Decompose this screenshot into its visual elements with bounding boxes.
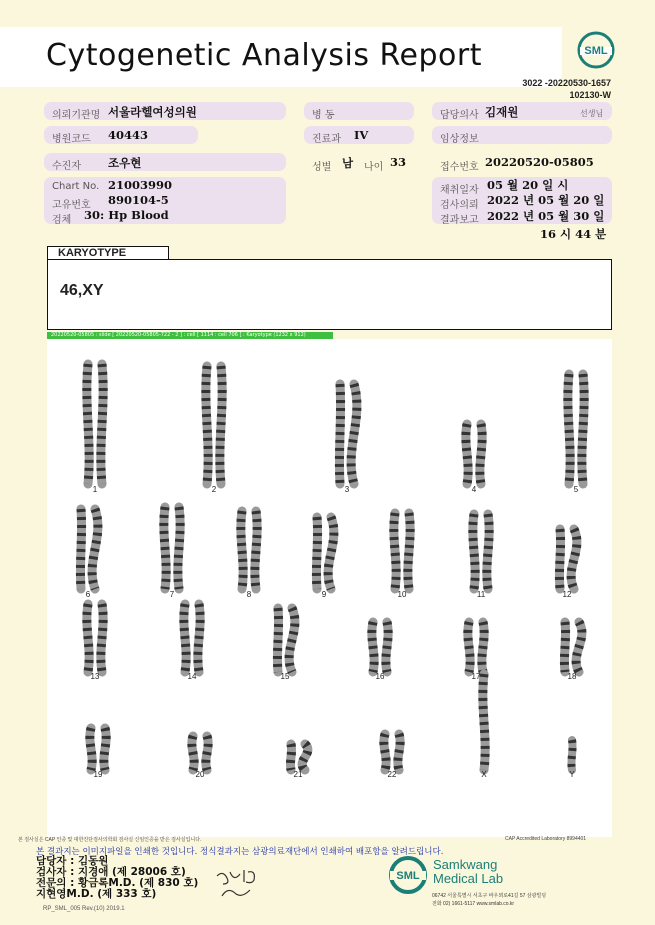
form-code: RP_SML_005 Rev.(10) 2019.1 (43, 906, 125, 912)
chromosome-label-Y: Y (569, 770, 575, 779)
chromosome-label-X: X (481, 770, 487, 779)
cap-note: CAP Accredited Laboratory 8994401 (505, 836, 587, 842)
signature-icon (214, 866, 264, 902)
institution-value: 서울라헬여성의원 (108, 105, 197, 119)
ward-label: 병 동 (312, 110, 335, 121)
chromosome-5 (568, 374, 584, 484)
dept-value: IV (354, 128, 369, 142)
chromosome-label-21: 21 (293, 770, 303, 779)
sml-logo-icon (577, 31, 615, 69)
chromosome-label-6: 6 (85, 590, 91, 599)
specimen-value: 30: Hp Blood (84, 208, 169, 222)
collected-label: 채취일자 (440, 185, 479, 196)
chromosome-8 (241, 511, 257, 589)
chromosome-14 (184, 604, 200, 672)
karyotype-tab: KARYOTYPE (47, 246, 169, 260)
chromosome-4 (466, 424, 482, 484)
chromosome-label-16: 16 (375, 672, 385, 681)
chromosome-label-20: 20 (195, 770, 205, 779)
chromosome-13 (87, 604, 103, 672)
chromosome-X (483, 674, 485, 770)
svg-text:SML: SML (584, 45, 608, 57)
doctor-suffix: 선생님 (580, 109, 604, 118)
chromosome-20 (192, 736, 208, 770)
chromosome-label-11: 11 (476, 590, 486, 599)
chromosome-17 (468, 622, 484, 672)
clinical-info-label: 임상정보 (440, 134, 479, 145)
chromosome-label-17: 17 (471, 672, 481, 681)
chromosome-label-14: 14 (187, 672, 197, 681)
chromosome-label-5: 5 (573, 485, 579, 494)
chromosome-19 (90, 728, 106, 770)
chart-label: Chart No. (52, 181, 100, 192)
certification-note: 본 검사실은 CAP 인증 및 대한진단검사의학회 검사실 신임인증을 받은 검사실입니다. (18, 837, 202, 843)
age-label: 나이 (364, 162, 384, 173)
staff-specialist-2: 지현영M.D. (제 333 호) (36, 888, 157, 900)
collected-value: 05 월 20 일 시 (487, 178, 569, 192)
reception-value: 20220520-05805 (485, 155, 594, 169)
dept-label: 진료과 (312, 134, 341, 145)
address: 06742 서울특별시 서초구 바우뫼로41길 57 삼광빌딩 전화 02) 1661-5117 www.smlab.co.kr (432, 893, 547, 907)
staff-tester: 검사자 : 지경애 (제 28006 호) (36, 866, 186, 878)
chromosome-10 (394, 513, 410, 589)
doctor-label: 담당의사 (440, 110, 479, 121)
chromosome-16 (372, 622, 388, 672)
chromosome-18 (564, 622, 581, 672)
chromosome-3 (339, 384, 356, 484)
karyotype-box (47, 259, 612, 330)
svg-text:SML: SML (396, 870, 420, 882)
recipient-label: 수진자 (52, 161, 81, 172)
chromosome-label-3: 3 (344, 485, 350, 494)
reception-label: 접수번호 (440, 162, 479, 173)
institution-label: 의뢰기관명 (52, 110, 101, 121)
image-info-strip: 20220520-05805 : slide [ 20220520-05805-722 - 2 ] : cell [ 1114 : cell 706 ] : Karyotype (1232 x 912) (47, 332, 333, 339)
age-value: 33 (390, 155, 407, 169)
karyogram-image (47, 339, 612, 837)
chromosome-label-7: 7 (169, 590, 175, 599)
chromosome-15 (277, 608, 294, 672)
gender-label: 성별 (312, 162, 332, 173)
chromosome-1 (87, 364, 103, 484)
notice-text: 본 결과지는 이미지파일을 인쇄한 것입니다. 정식결과지는 삼광의료재단에서 인쇄하여 배포함을 알려드립니다. (36, 847, 444, 857)
doctor-value: 김재원 (485, 105, 519, 119)
reported-label: 결과보고 (440, 215, 479, 226)
chromosome-label-9: 9 (321, 590, 327, 599)
report-title: Cytogenetic Analysis Report (46, 38, 483, 73)
chromosome-label-8: 8 (246, 590, 252, 599)
requested-label: 검사의뢰 (440, 200, 479, 211)
chromosome-label-2: 2 (211, 485, 217, 494)
chromosome-label-15: 15 (280, 672, 290, 681)
chromosome-label-18: 18 (567, 672, 577, 681)
unique-no-value: 890104-5 (108, 193, 169, 207)
staff-specialist-1: 전문의 : 황금록M.D. (제 830 호) (36, 877, 199, 889)
chromosome-9 (316, 517, 333, 589)
unique-no-label: 고유번호 (52, 200, 91, 211)
reported-value: 2022 년 05 월 30 일 (487, 209, 605, 223)
report-number: 3022 -20220530-1657 102130-W (522, 78, 611, 100)
specimen-label: 검체 (52, 215, 72, 226)
chromosome-6 (80, 509, 97, 589)
chromosome-label-1: 1 (92, 485, 98, 494)
reported-time: 16 시 44 분 (540, 227, 607, 241)
staff-manager: 담당자 : 김동원 (36, 855, 109, 867)
chromosome-label-13: 13 (90, 672, 100, 681)
hospital-code-value: 40443 (108, 128, 149, 142)
chromosome-7 (164, 507, 180, 589)
brand-name: Samkwang Medical Lab (433, 857, 504, 886)
chromosome-2 (206, 366, 222, 484)
chromosome-label-19: 19 (93, 770, 103, 779)
requested-value: 2022 년 05 월 20 일 (487, 193, 605, 207)
chromosome-label-12: 12 (562, 590, 572, 599)
staff-list (36, 853, 198, 900)
chromosome-label-4: 4 (471, 485, 477, 494)
hospital-code-label: 병원코드 (52, 134, 91, 145)
gender-value: 남 (342, 156, 354, 170)
chromosome-21 (290, 744, 307, 770)
chromosome-22 (384, 734, 400, 770)
chart-value: 21003990 (108, 178, 173, 192)
karyogram-svg (47, 339, 612, 837)
chromosome-label-10: 10 (397, 590, 407, 599)
chromosome-Y (571, 740, 572, 770)
recipient-value: 조우현 (108, 156, 142, 170)
chromosome-12 (559, 529, 576, 589)
chromosome-11 (473, 514, 489, 589)
samkwang-logo-icon (388, 855, 428, 895)
karyotype-value: 46,XY (60, 282, 104, 299)
chromosome-label-22: 22 (387, 770, 397, 779)
